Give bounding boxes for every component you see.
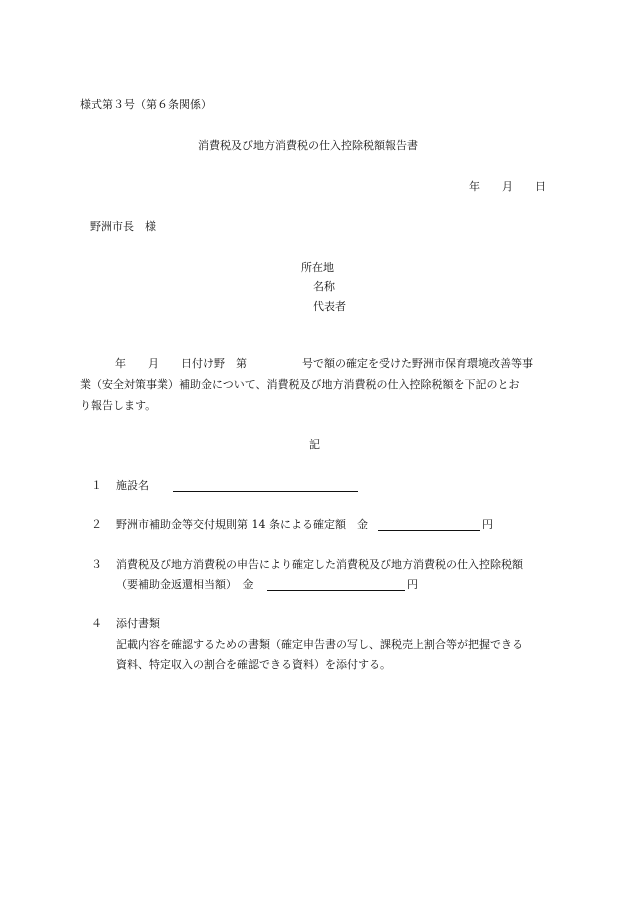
- name-label: 名称: [313, 280, 335, 293]
- address-label: 所在地: [301, 261, 334, 274]
- date-line: 年 月 日: [469, 180, 546, 193]
- item-2-number: ２: [91, 518, 102, 531]
- body-line-1b: 号で額の確定を受けた野洲市保育環境改善等事: [302, 357, 533, 370]
- representative-label: 代表者: [313, 300, 346, 313]
- item-4-label: 添付書類: [116, 617, 160, 630]
- body-line-2: 業（安全対策事業）補助金について、消費税及び地方消費税の仕入控除税額を下記のとお: [80, 378, 520, 391]
- refund-amount-blank[interactable]: [267, 578, 405, 595]
- item-4-number: ４: [91, 617, 102, 630]
- item-1-number: １: [91, 479, 102, 492]
- facility-name-blank[interactable]: [173, 479, 358, 496]
- confirmed-amount-blank[interactable]: [378, 518, 480, 535]
- body-line-3: り報告します。: [80, 399, 157, 412]
- item-1-label: 施設名: [116, 479, 149, 492]
- item-4-line-1: 記載内容を確認するための書類（確定申告書の写し、課税売上割合等が把握できる: [116, 638, 523, 651]
- body-line-1a: 年 月 日付け野 第: [115, 357, 247, 370]
- form-number: 様式第３号（第６条関係）: [80, 98, 212, 111]
- item-3-unit: 円: [407, 578, 418, 591]
- item-3-number: ３: [91, 558, 102, 571]
- item-2-unit: 円: [482, 518, 493, 531]
- ki-heading: 記: [309, 438, 320, 451]
- item-3-label: 消費税及び地方消費税の申告により確定した消費税及び地方消費税の仕入控除税額: [116, 558, 523, 571]
- document-title: 消費税及び地方消費税の仕入控除税額報告書: [198, 139, 418, 152]
- item-3-sublabel: （要補助金返還相当額） 金: [116, 578, 254, 591]
- item-4-line-2: 資料、特定収入の割合を確認できる資料）を添付する。: [116, 658, 391, 671]
- addressee: 野洲市長 様: [90, 220, 156, 233]
- item-2-label: 野洲市補助金等交付規則第 14 条による確定額 金: [116, 518, 368, 531]
